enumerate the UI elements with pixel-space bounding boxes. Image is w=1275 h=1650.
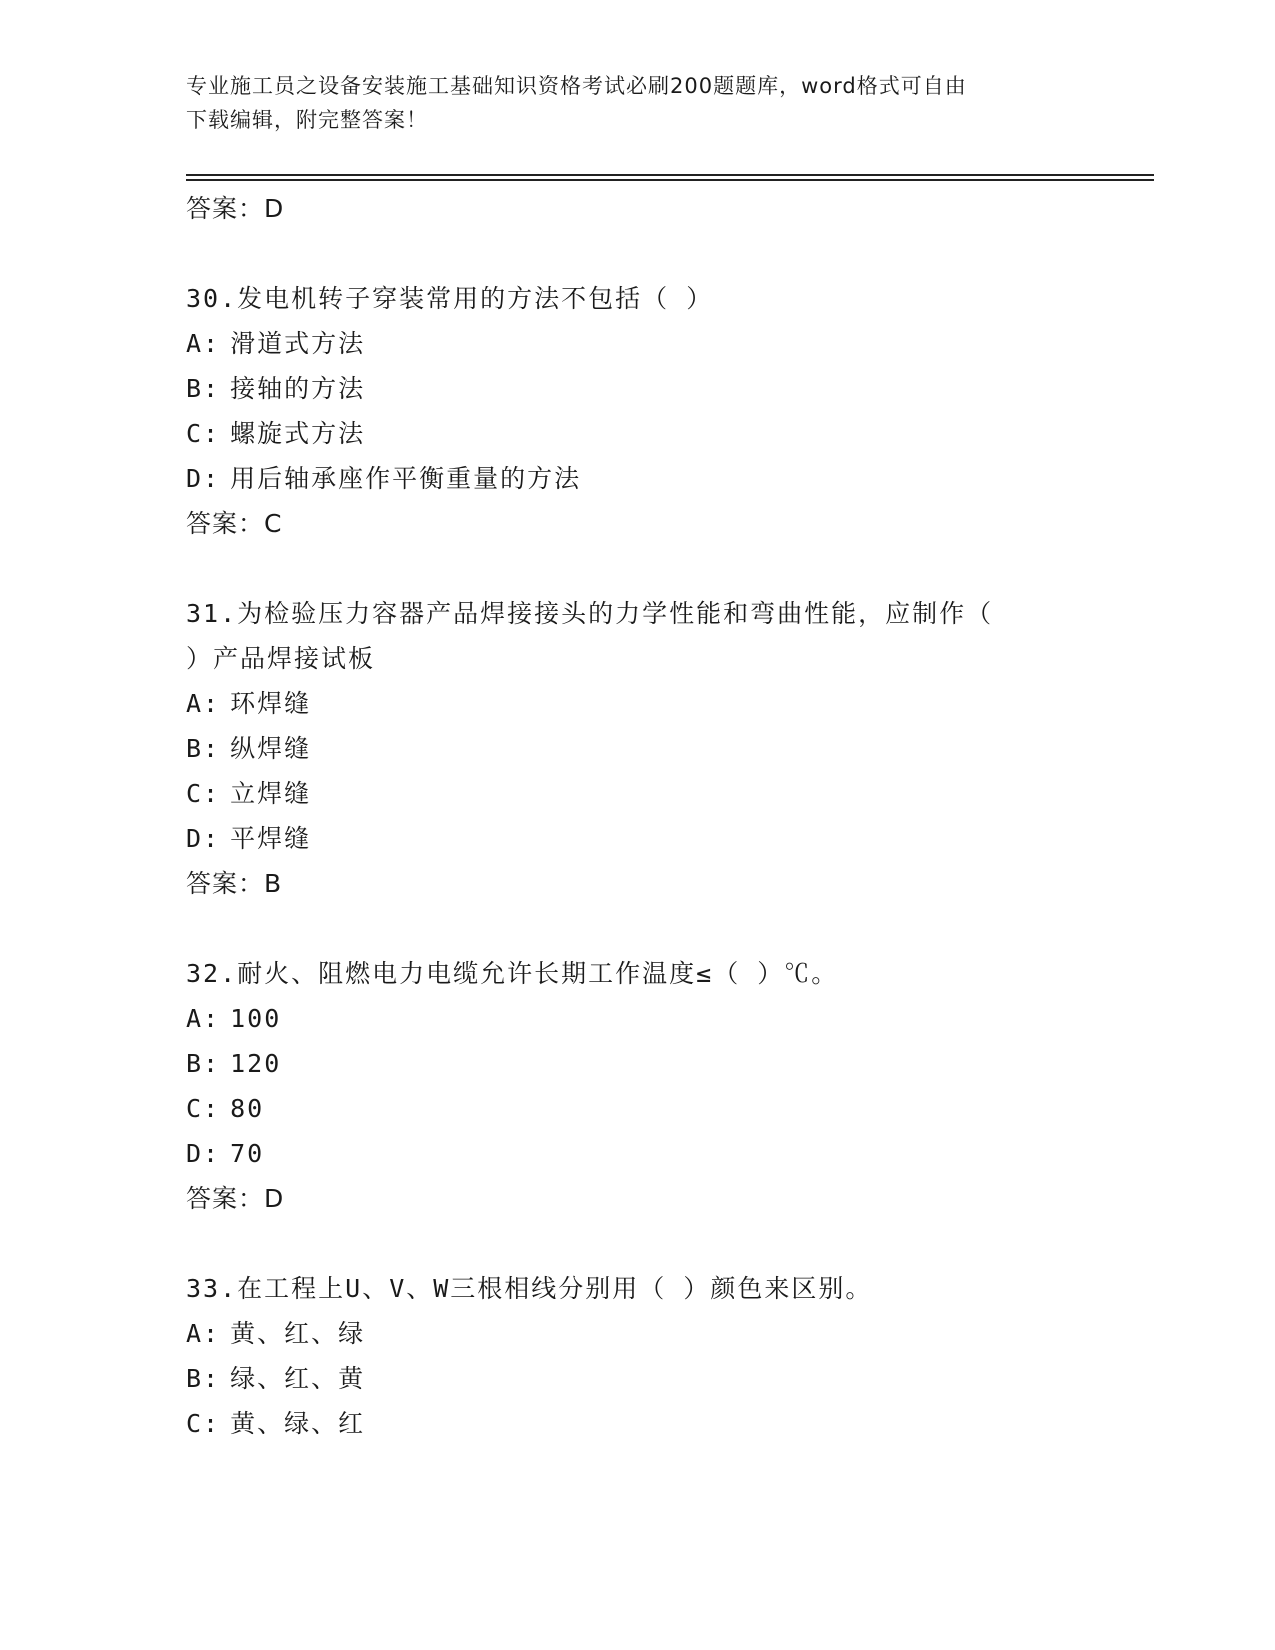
option-text: 立焊缝	[230, 779, 312, 808]
question-30-option-a	[186, 329, 365, 359]
question-30-option-d	[186, 464, 581, 494]
question-31-option-d	[186, 824, 311, 854]
question-30-option-c	[186, 419, 365, 449]
header-divider-top	[186, 174, 1154, 176]
document-header-line-1: 专业施工员之设备安装施工基础知识资格考试必刷200题题库，word格式可自由	[186, 74, 967, 98]
option-label: D:	[186, 464, 221, 493]
option-label: A:	[186, 329, 221, 358]
option-text: 120	[230, 1049, 282, 1078]
question-32-answer: 答案：D	[186, 1184, 285, 1213]
option-text: 用后轴承座作平衡重量的方法	[230, 464, 582, 493]
question-31-answer: 答案：B	[186, 869, 283, 898]
option-label: C:	[186, 779, 221, 808]
option-text: 接轴的方法	[230, 374, 366, 403]
option-label: C:	[186, 1094, 221, 1123]
option-label: A:	[186, 1004, 221, 1033]
question-33-option-b	[186, 1364, 365, 1394]
question-33-option-a	[186, 1319, 365, 1349]
option-label: D:	[186, 1139, 221, 1168]
question-32-option-a	[186, 1004, 281, 1034]
question-30-answer: 答案：C	[186, 509, 283, 538]
question-32-option-b	[186, 1049, 281, 1079]
option-text: 黄、绿、红	[230, 1409, 366, 1438]
option-text: 纵焊缝	[230, 734, 312, 763]
option-label: A:	[186, 1319, 221, 1348]
question-31-stem-line-1: 31.为检验压力容器产品焊接接头的力学性能和弯曲性能，应制作（	[186, 599, 994, 628]
option-label: C:	[186, 419, 221, 448]
question-32-option-d	[186, 1139, 264, 1169]
option-text: 70	[230, 1139, 265, 1168]
question-31-option-c	[186, 779, 311, 809]
question-30-stem: 30.发电机转子穿装常用的方法不包括（ ）	[186, 284, 714, 313]
option-label: A:	[186, 689, 221, 718]
question-30-option-b	[186, 374, 365, 404]
question-31-stem-line-2: ）产品焊接试板	[186, 644, 376, 673]
option-text: 100	[230, 1004, 282, 1033]
question-31-option-a	[186, 689, 311, 719]
option-label: B:	[186, 374, 221, 403]
option-text: 环焊缝	[230, 689, 312, 718]
previous-answer: 答案：D	[186, 194, 285, 223]
question-32-stem: 32.耐火、阻燃电力电缆允许长期工作温度≤（ ）℃。	[186, 959, 839, 988]
option-label: B:	[186, 734, 221, 763]
question-33-stem: 33.在工程上U、V、W三根相线分别用（ ）颜色来区别。	[186, 1274, 873, 1303]
option-label: B:	[186, 1049, 221, 1078]
option-text: 螺旋式方法	[230, 419, 366, 448]
option-text: 平焊缝	[230, 824, 312, 853]
option-label: C:	[186, 1409, 221, 1438]
header-divider-bottom	[186, 179, 1154, 181]
option-label: D:	[186, 824, 221, 853]
option-text: 绿、红、黄	[230, 1364, 366, 1393]
option-text: 80	[230, 1094, 265, 1123]
question-32-option-c	[186, 1094, 264, 1124]
question-33-option-c	[186, 1409, 365, 1439]
document-header-line-2: 下载编辑，附完整答案！	[186, 108, 428, 132]
option-label: B:	[186, 1364, 221, 1393]
option-text: 滑道式方法	[230, 329, 366, 358]
question-31-option-b	[186, 734, 311, 764]
option-text: 黄、红、绿	[230, 1319, 366, 1348]
